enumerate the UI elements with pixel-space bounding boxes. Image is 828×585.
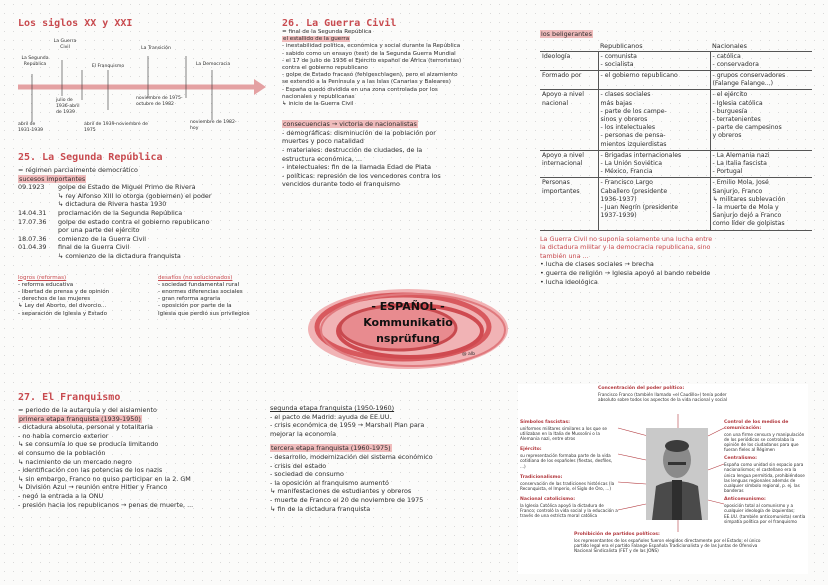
- cell-line: más bajas: [600, 99, 632, 107]
- franquismo-title: 27. El Franquismo: [18, 392, 121, 403]
- estallido-item: se extendió a la Península y a las Islas (Canarias y Baleares): [282, 79, 451, 86]
- event-date: 14.04.31: [18, 208, 47, 217]
- red-scribble-background: [298, 284, 518, 374]
- event-date: 09.1923: [18, 183, 45, 192]
- cell-line: 1936-1937): [600, 195, 637, 203]
- infographic-item: [724, 420, 808, 452]
- note-line: también una ...: [540, 251, 589, 260]
- etapa1-item: el consumo de la población: [18, 448, 106, 457]
- infographic-top: [598, 386, 738, 402]
- beligerantes-row: [540, 90, 812, 150]
- franco-portrait: [646, 428, 708, 520]
- cell-line: - Portugal: [712, 168, 743, 176]
- desafio-item: - sociedad fundamental rural: [158, 281, 240, 288]
- event-date: 18.07.36: [18, 234, 47, 243]
- event-row: [18, 218, 280, 227]
- estallido-item: - el 17 de julio de 1936 el Ejército español de África (terroristas): [282, 57, 462, 64]
- cell-line: Sanjurjo dejó a Franco: [712, 212, 782, 220]
- tl-label-democracia: La Democracia: [195, 62, 231, 67]
- desafios-list: [158, 282, 288, 318]
- estallido-item: - España quedó dividida en una zona controlada por los: [282, 86, 438, 93]
- event-text: por una parte del ejército: [58, 226, 140, 235]
- bullet-item: • lucha de clases sociales → brecha: [540, 260, 654, 269]
- etapa3-item: ↳ fin de la dictadura franquista: [270, 504, 371, 513]
- etapa2-title: segunda etapa franquista (1950-1960): [270, 404, 395, 412]
- cell-line: y obreros: [712, 132, 742, 140]
- guerra-intro: = final de la Segunda República: [282, 29, 372, 35]
- etapa3-item: - crisis del estado: [270, 461, 327, 470]
- cell-line: mientos izquierdistas: [600, 140, 667, 148]
- estallido-item: ↳ inicio de la Guerra Civil: [282, 101, 354, 108]
- infographic-item-text: uniformes militares similares a los que se utilizaban en la Italia de Mussolini o la Alemania nazi, entre otros: [520, 425, 607, 442]
- beligerantes-rows: [540, 51, 812, 230]
- franquismo-infographic: [518, 384, 808, 574]
- event-date: 01.04.39: [18, 243, 47, 252]
- desafios-block: [158, 275, 288, 318]
- event-text: golpe de Estado de Miguel Primo de Rivera: [58, 183, 196, 192]
- etapa3-item: ↳ manifestaciones de estudiantes y obreros: [270, 487, 412, 496]
- cell-line: - Francisco Largo: [600, 179, 653, 187]
- col-republicanos: Republicanos: [598, 41, 710, 52]
- consecuencia-item: - materiales: destrucción de ciudades, de la: [282, 146, 423, 155]
- event-row: [18, 183, 280, 192]
- estallido-item: - golpe de Estado fracasó (fehlgeschlagen), pero el alzamiento: [282, 72, 458, 79]
- cell-line: - Juan Negrín (presidente: [600, 204, 679, 212]
- stamp-signature: @ alb: [462, 352, 476, 357]
- logro-item: - derechos de las mujeres: [18, 296, 91, 303]
- franquismo-etapas: [270, 404, 520, 513]
- tl-label-transicion: La Transición: [141, 46, 171, 51]
- cell-line: - católica: [712, 52, 741, 60]
- consecuencia-item: - demográficas: disminución de la población por: [282, 128, 436, 137]
- etapa1-item: ↳ División Azul → reunión entre Hitler y Franco: [18, 483, 168, 492]
- cell-republicanos: [598, 51, 710, 70]
- infographic-item-title: Tradicionalismo:: [520, 474, 563, 480]
- cell-line: - burguesía: [712, 107, 748, 115]
- cell-line: sinos y obreros: [600, 116, 648, 124]
- etapa1-list: [18, 423, 268, 509]
- infographic-top-text: Francisco Franco (también llamado «el Caudillo») tenía poder absoluto sobre todos los aspectos de la vida nacional y social: [598, 391, 727, 402]
- infographic-item: [520, 475, 618, 491]
- beligerantes-table: [540, 41, 812, 231]
- cell-line: - Iglesia católica: [712, 99, 763, 107]
- consecuencia-item: vencidos durante todo el franquismo: [282, 180, 400, 189]
- bullet-item: • guerra de religión → Iglesia apoyó al bando rebelde: [540, 269, 711, 278]
- etapa3-item: - sociedad de consumo: [270, 470, 344, 479]
- cell-line: - terratenientes: [712, 116, 761, 124]
- cell-line: - personas de pensa-: [600, 132, 666, 140]
- etapa1-item: - dictadura absoluta, personal y totalitaria: [18, 423, 153, 432]
- logro-item: - libertad de prensa y de opinión: [18, 288, 110, 295]
- desafio-item: - oposición por parte de la: [158, 303, 232, 310]
- infographic-item-title: Ejército:: [520, 447, 542, 453]
- estallido-title: el estallido de la guerra: [283, 36, 350, 43]
- infographic-item: [724, 497, 808, 524]
- cell-line: - el ejército: [712, 91, 748, 99]
- timeline-title: Los siglos XX y XXI: [18, 18, 133, 29]
- infographic-item-title: Centralismo:: [724, 456, 757, 462]
- bullet-item: • lucha ideológica: [540, 277, 598, 286]
- event-row: [18, 243, 280, 252]
- infographic-item-title: Control de los medios de comunicación:: [724, 420, 789, 431]
- desafio-item: - enormes diferencias sociales: [158, 288, 243, 295]
- infographic-bottom: [574, 532, 764, 553]
- guerra-title: 26. La Guerra Civil: [282, 18, 397, 29]
- desafio-item: Iglesia que perdió sus privilegios: [158, 310, 250, 317]
- cell-republicanos: [598, 90, 710, 150]
- infographic-top-title: Concentración del poder político:: [598, 386, 685, 391]
- franquismo-section: [18, 392, 268, 509]
- cell-line: - La Unión Soviética: [600, 160, 662, 168]
- cell-nacionales: [710, 90, 812, 150]
- infographic-item-title: Anticomunismo:: [724, 497, 766, 503]
- consecuencia-item: estructura económica, ...: [282, 154, 362, 163]
- republica-events-list: [18, 183, 280, 260]
- desafios-title: desafíos (no solucionados): [158, 274, 233, 281]
- etapa1-item: - no había comercio exterior: [18, 431, 109, 440]
- etapa2-list: [270, 413, 520, 439]
- cell-line: - parte de campesinos: [712, 124, 782, 132]
- estallido-item: - inestabilidad política, económica y social durante la República: [282, 43, 461, 50]
- etapa1-item: ↳ nacimiento de un mercado negro: [18, 457, 132, 466]
- estallido-item: nacionales y republicanas: [282, 93, 355, 100]
- republica-events-title: sucesos importantes: [19, 174, 86, 183]
- infographic-item-text: con una firme censura y manipulación de los periódicos se controlaba la opinión de los ciudadanos para que fueran fieles al Régimen: [724, 431, 805, 453]
- row-label: Apoyo a nivel internacional: [540, 150, 598, 178]
- desafio-item: - gran reforma agraria: [158, 296, 221, 303]
- note-line: La Guerra Civil no suponía solamente una lucha entre: [540, 234, 713, 243]
- etapa3-title: tercera etapa franquista (1960-1975): [271, 444, 391, 453]
- consecuencia-item: - intelectuales: fin de la llamada Edad de Plata: [282, 163, 432, 172]
- etapa1-item: ↳ se consumía lo que se producía limitando: [18, 440, 159, 449]
- infographic-item-text: España como unidad sin espacio para nacionalismos; el castellano era la única lengua permitida, prohibiéndose las lenguas regionales además de cualquier símbolo regional, p. ej. las banderas: [724, 462, 805, 494]
- cell-line: - el gobierno republicano: [600, 72, 678, 79]
- cell-line: ↳ militares sublevación: [712, 195, 786, 203]
- franco-portrait-image: [646, 428, 708, 520]
- cell-line: Sanjurjo, Franco: [712, 187, 763, 195]
- tl-label-franquismo: El Franquismo: [91, 64, 125, 69]
- republica-intro: = régimen parcialmente democrático: [18, 166, 138, 174]
- logro-item: ↳ Ley del Aborto, del divorcio...: [18, 303, 107, 310]
- tl-date-transicion: noviembre de 1975-octubre de 1982: [136, 96, 183, 107]
- cell-line: - Brigadas internacionales: [600, 151, 682, 159]
- infographic-bottom-title: Prohibición de partidos políticos:: [574, 532, 660, 537]
- infographic-bottom-text: los representantes de los españoles fueron elegidos directamente por el Estado; el único partido legal era el partido Falange Española Tradicionalista y de las Juntas de Ofensiva Nacional Sindicalista (FET y de las JONS): [574, 537, 761, 554]
- beligerantes-row: [540, 178, 812, 230]
- infographic-item-text: oposición total al comunismo y a cualquier ideología de izquierdas; EE.UU. (también anticomunista) sentía simpatía política por el franquismo: [724, 503, 806, 524]
- cell-line: como líder de golpistas: [712, 220, 785, 228]
- cell-line: - parte de los campe-: [600, 107, 667, 115]
- etapa1-item: - identificación con las potencias de los nazis: [18, 466, 163, 475]
- stamp-line3: nsprüfung: [376, 332, 440, 345]
- infographic-item: [520, 420, 618, 441]
- consecuencias-title: consecuencias → victoria de nacionalistas: [283, 120, 417, 129]
- cell-line: - grupos conservadores: [712, 72, 786, 79]
- cell-line: - La Italia fascista: [712, 160, 767, 168]
- franquismo-intro: = periodo de la autarquía y del aislamiento: [18, 406, 157, 414]
- infographic-item: [520, 447, 618, 468]
- row-label: Personas importantes: [540, 178, 598, 230]
- event-text: final de la Guerra Civil: [58, 243, 130, 252]
- event-row: [18, 226, 280, 235]
- infographic-item-title: Nacional catolicismo:: [520, 497, 576, 503]
- infographic-item-text: la Iglesia Católica apoyó la dictadura de Franco; controló la vida social y la educación a través de una estricta moral católica: [520, 502, 618, 519]
- consecuencia-item: - políticas: represión de los vencedores contra los: [282, 171, 441, 180]
- etapa1-item: - negó la entrada a la ONU: [18, 491, 104, 500]
- logros-block: [18, 275, 148, 318]
- estallido-item: contra el gobierno republicano: [282, 65, 368, 72]
- cell-republicanos: [598, 71, 710, 90]
- tl-label-guerra: La Guerra Civil: [53, 39, 77, 50]
- logros-list: [18, 282, 148, 318]
- col-nacionales: Nacionales: [710, 41, 812, 52]
- event-text: ↳ dictadura de Rivera hasta 1930: [58, 200, 167, 209]
- row-label: Apoyo a nivel nacional: [540, 90, 598, 150]
- tl-date-republica: abril de 1931-1939: [18, 122, 44, 133]
- cell-line: 1937-1939): [600, 212, 637, 220]
- cell-line: - clases sociales: [600, 91, 651, 99]
- etapa3-item: - muerte de Franco el 20 de noviembre de 1975: [270, 495, 424, 504]
- estallido-list: [282, 43, 532, 108]
- etapa2-item: - el pacto de Madrid: ayuda de EE.UU.: [270, 412, 392, 421]
- republica-columns: [18, 275, 280, 337]
- infographic-right-column: [724, 420, 808, 528]
- event-text: golpe de estado contra el gobierno republicano: [58, 217, 210, 226]
- event-date: 17.07.36: [18, 217, 47, 226]
- cell-line: - conservadora: [712, 60, 759, 68]
- stamp-line1: - ESPAÑOL -: [371, 300, 445, 313]
- cell-line: - la muerte de Mola y: [712, 204, 779, 212]
- estallido-item: - sabido como un ensayo (test) de la Segunda Guerra Mundial: [282, 50, 456, 57]
- beligerantes-note: [540, 235, 812, 261]
- logros-title: logros (reformas): [18, 274, 67, 281]
- event-text: ↳ rey Alfonso XIII lo otorga (gobiernen) el poder: [58, 191, 212, 200]
- event-text: comienzo de la Guerra Civil: [58, 234, 147, 243]
- cell-line: - comunista: [600, 52, 637, 60]
- beligerantes-row: [540, 51, 812, 70]
- infographic-item-text: conservación de las tradiciones históricas (la Reconquista, el Imperio, el Siglo de Oro, ...): [520, 480, 615, 491]
- tl-date-franquismo: abril de 1939-noviembre de 1975: [84, 122, 148, 133]
- cell-republicanos: [598, 178, 710, 230]
- infographic-item-title: Símbolos fascistas:: [520, 420, 570, 425]
- etapa3-item: - la oposición al franquismo aumentó: [270, 478, 389, 487]
- tl-label-republica: La Segunda República: [21, 56, 49, 67]
- consecuencias-list: [282, 129, 532, 189]
- beligerantes-row: [540, 150, 812, 178]
- cell-line: - socialista: [600, 60, 634, 68]
- row-label: Ideología: [540, 51, 598, 70]
- beligerantes-row: [540, 71, 812, 90]
- consecuencia-item: muertes y poco natalidad: [282, 137, 364, 146]
- infographic-item-text: su representación formaba parte de la vida cotidiana de los españoles (fiestas, desfiles, ...): [520, 453, 613, 469]
- tl-date-guerra: julio de 1936-abril de 1939: [56, 98, 80, 115]
- note-line: la dictadura militar y la democracia republicana, sino: [540, 243, 711, 252]
- event-row: [18, 200, 280, 209]
- cell-line: (Falange Falange...): [712, 80, 774, 88]
- tl-date-democracia: noviembre de 1982-hoy: [190, 120, 237, 131]
- event-row: [18, 235, 280, 244]
- timeline-section: [18, 18, 268, 140]
- event-row: [18, 192, 280, 201]
- beligerantes-bullets: [540, 260, 812, 286]
- etapa1-title: primera etapa franquista (1939-1950): [19, 414, 141, 423]
- republica-title: 25. La Segunda República: [18, 152, 163, 163]
- etapa3-list: [270, 453, 520, 513]
- cell-nacionales: [710, 71, 812, 90]
- title-stamp: [298, 284, 518, 374]
- infographic-left-column: [520, 420, 618, 524]
- stamp-line2: Kommunikatio: [363, 316, 453, 329]
- cell-line: Caballero (presidente: [600, 187, 668, 195]
- cell-nacionales: [710, 51, 812, 70]
- event-row: [18, 252, 280, 261]
- cell-line: - La Alemania nazi: [712, 151, 770, 159]
- etapa1-item: - presión hacia los republicanos → penas de muerte, ...: [18, 500, 194, 509]
- beligerantes-section: [540, 30, 812, 286]
- beligerantes-title: los beligerantes: [541, 30, 592, 38]
- infographic-item: [520, 497, 618, 518]
- cell-republicanos: [598, 150, 710, 178]
- cell-nacionales: [710, 178, 812, 230]
- cell-line: - México, Francia: [600, 168, 653, 176]
- etapa2-item: - crisis económica de 1959 → Marshall Plan para: [270, 421, 425, 430]
- guerra-section: [282, 18, 532, 189]
- row-label: Formado por: [540, 71, 598, 90]
- logro-item: - separación de Iglesia y Estado: [18, 310, 108, 317]
- infographic-item: [724, 456, 808, 493]
- logro-item: - reforma educativa: [18, 281, 74, 288]
- cell-line: - Emilio Mola, José: [712, 179, 769, 187]
- event-text: ↳ comienzo de la dictadura franquista: [58, 251, 181, 260]
- cell-nacionales: [710, 150, 812, 178]
- etapa3-item: - desarrollo, modernización del sistema económico: [270, 452, 433, 461]
- event-row: [18, 209, 280, 218]
- republica-section: [18, 152, 280, 337]
- etapa2-item: mejorar la economía: [270, 429, 337, 438]
- etapa1-item: ↳ sin embargo, Franco no quiso participar en la 2. GM: [18, 474, 191, 483]
- event-text: proclamación de la Segunda República: [58, 208, 183, 217]
- cell-line: - los intelectuales: [600, 124, 656, 132]
